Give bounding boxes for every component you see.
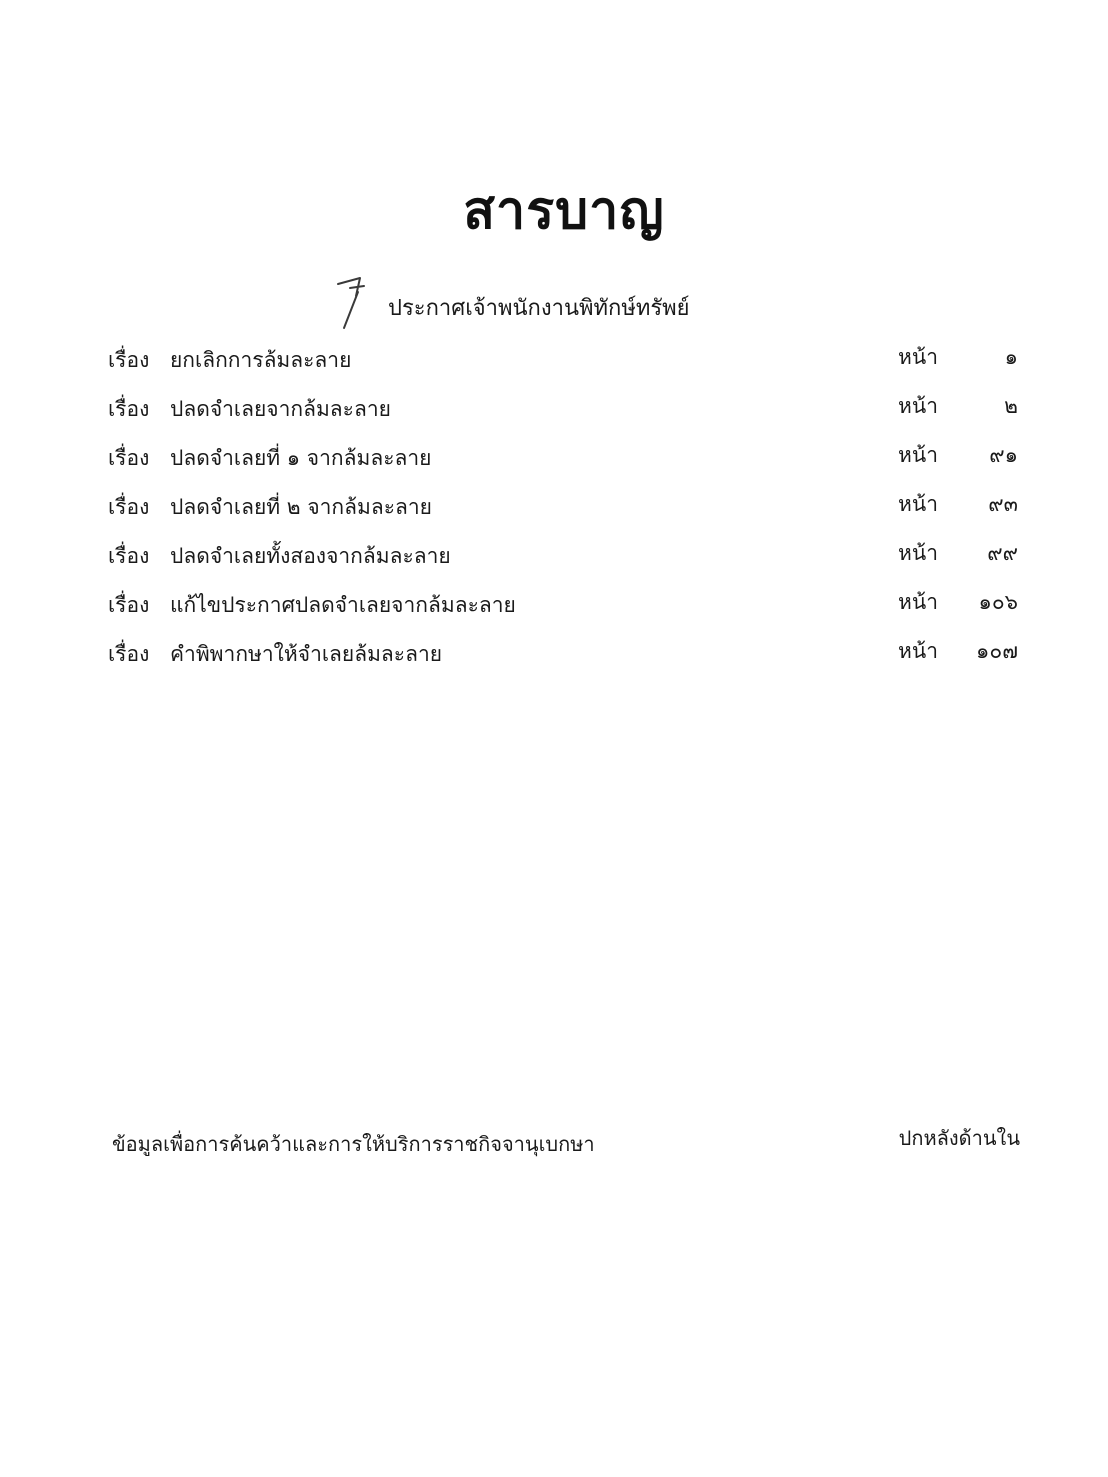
toc-entry-page-number: ๙๓ [988, 492, 1018, 516]
toc-entry-page-label: หน้า [898, 394, 938, 418]
toc-entry [108, 442, 1028, 491]
toc-entry [108, 589, 1028, 638]
toc-entry-prefix: เรื่อง [108, 446, 150, 470]
toc-entry [108, 540, 1028, 589]
toc-entry-page-label: หน้า [898, 639, 938, 663]
toc-entry-prefix: เรื่อง [108, 348, 150, 372]
toc-entry-topic: คำพิพากษาให้จำเลยล้มละลาย [170, 642, 443, 666]
toc-entry-page-label: หน้า [898, 590, 938, 614]
toc-entry-page-number: ๑๐๗ [976, 639, 1018, 663]
toc-entry-page-label: หน้า [898, 345, 938, 369]
toc-entry-page-number: ๑ [1004, 345, 1018, 369]
toc-entry [108, 491, 1028, 540]
footer-page-position: ปกหลังด้านใน [898, 1126, 1020, 1150]
toc-entry-prefix: เรื่อง [108, 495, 150, 519]
toc-entry-page-number: ๙๑ [989, 443, 1018, 467]
toc-entry-topic: ยกเลิกการล้มละลาย [170, 348, 352, 372]
toc-entry-topic: ปลดจำเลยจากล้มละลาย [170, 397, 391, 421]
toc-entry-prefix: เรื่อง [108, 642, 150, 666]
toc-entry [108, 344, 1028, 393]
toc-entry-prefix: เรื่อง [108, 397, 150, 421]
toc-entry-page-label: หน้า [898, 443, 938, 467]
toc-entry-page-label: หน้า [898, 541, 938, 565]
toc-entry-topic: แก้ไขประกาศปลดจำเลยจากล้มละลาย [170, 593, 516, 617]
toc-entry-page-number: ๒ [1004, 394, 1018, 418]
footer-source-note: ข้อมูลเพื่อการค้นคว้าและการให้บริการราชกิจจานุเบกษา [112, 1132, 595, 1156]
toc-entry-prefix: เรื่อง [108, 544, 150, 568]
page-title: สารบาญ [463, 181, 665, 241]
toc-entry [108, 638, 1028, 687]
toc-entry-topic: ปลดจำเลยที่ ๒ จากล้มละลาย [170, 495, 432, 519]
toc-entry-prefix: เรื่อง [108, 593, 150, 617]
toc-entry-page-number: ๙๙ [987, 541, 1018, 565]
table-of-contents [108, 344, 1028, 687]
handwritten-mark [330, 262, 370, 334]
toc-entry-topic: ปลดจำเลยทั้งสองจากล้มละลาย [170, 544, 451, 568]
toc-entry [108, 393, 1028, 442]
toc-entry-page-number: ๑๐๖ [978, 590, 1018, 614]
toc-entry-page-label: หน้า [898, 492, 938, 516]
toc-entry-topic: ปลดจำเลยที่ ๑ จากล้มละลาย [170, 446, 432, 470]
section-heading: ประกาศเจ้าพนักงานพิทักษ์ทรัพย์ [388, 296, 690, 321]
